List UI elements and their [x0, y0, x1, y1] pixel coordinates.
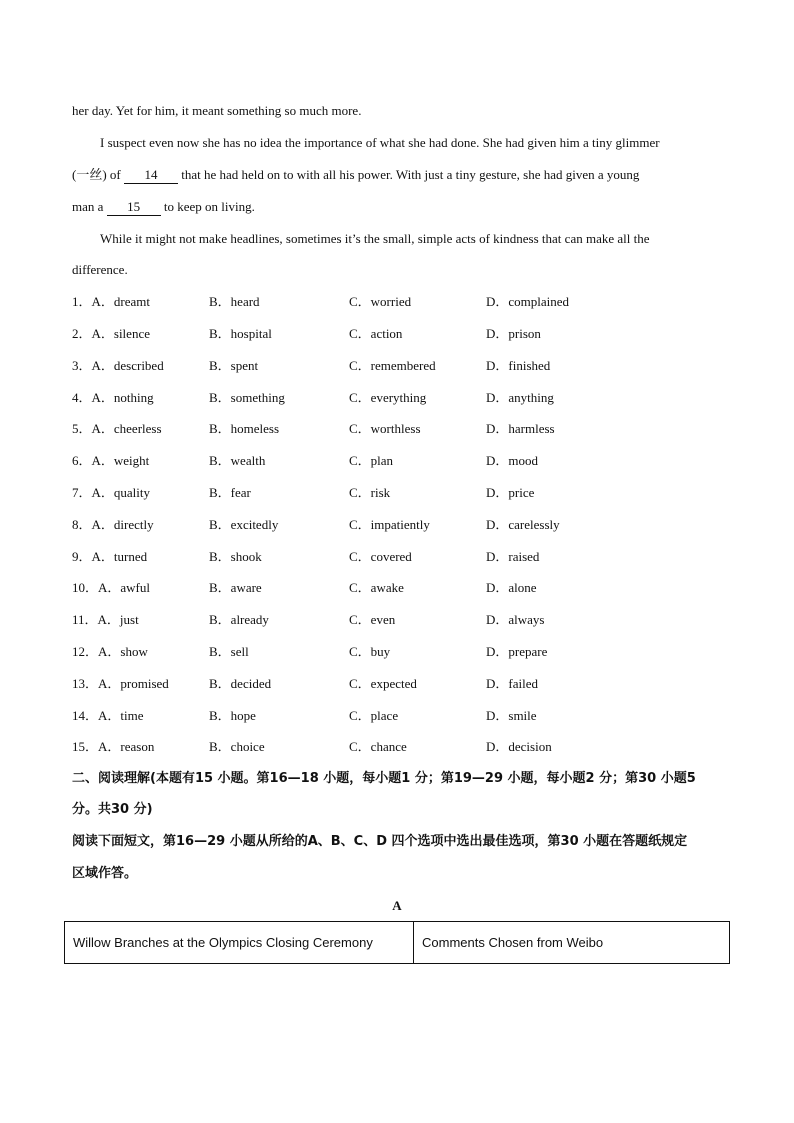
option-d: D．carelessly	[486, 517, 560, 532]
option-d: D．price	[486, 485, 535, 500]
option-d: D．failed	[486, 676, 538, 691]
passage-label: A	[392, 898, 402, 913]
option-b: B．something	[209, 390, 285, 405]
option-d: D．alone	[486, 580, 537, 595]
option-b: B．aware	[209, 580, 262, 595]
option-b: B．spent	[209, 358, 259, 373]
option-c: C．covered	[349, 549, 412, 564]
passage-line: I suspect even now she has no idea the importance of what she had done. She had given him a tiny glimmer	[100, 135, 660, 150]
option-a: 15．A．reason	[72, 739, 155, 754]
option-c: C．chance	[349, 739, 407, 754]
option-b: B．wealth	[209, 453, 266, 468]
option-d: D．prison	[486, 326, 541, 341]
question-row	[72, 421, 732, 437]
option-a: 13．A．promised	[72, 676, 169, 691]
table-row	[65, 922, 730, 964]
table-cell-left: Willow Branches at the Olympics Closing Ceremony	[65, 922, 414, 964]
option-b: B．decided	[209, 676, 272, 691]
section-instructions-cont: 区域作答。	[72, 866, 138, 881]
option-b: B．choice	[209, 739, 265, 754]
option-d: D．always	[486, 612, 545, 627]
option-b: B．hospital	[209, 326, 272, 341]
option-a: 3．A．described	[72, 358, 164, 373]
option-c: C．expected	[349, 676, 417, 691]
option-b: B．hope	[209, 708, 256, 723]
option-c: C．impatiently	[349, 517, 430, 532]
option-d: D．finished	[486, 358, 551, 373]
option-d: D．smile	[486, 708, 537, 723]
option-c: C．remembered	[349, 358, 436, 373]
option-c: C．buy	[349, 644, 391, 659]
option-b: B．fear	[209, 485, 251, 500]
option-b: B．heard	[209, 294, 260, 309]
option-d: D．raised	[486, 549, 540, 564]
passage-text: (一丝) of	[72, 167, 121, 182]
option-d: D．mood	[486, 453, 539, 468]
passage-line: While it might not make headlines, sometimes it’s the small, simple acts of kindness that can make all the	[100, 231, 650, 246]
option-a: 7．A．quality	[72, 485, 150, 500]
option-a: 8．A．directly	[72, 517, 154, 532]
section-heading: 二、阅读理解(本题有15 小题。第16—18 小题，每小题1 分；第19—29 小题，每小题2 分；第30 小题5	[72, 771, 696, 786]
option-a: 2．A．silence	[72, 326, 150, 341]
option-c: C．even	[349, 612, 396, 627]
passage-text: that he had held on to with all his power. With just a tiny gesture, she had given a young	[181, 167, 640, 182]
passage-line	[72, 167, 732, 184]
question-row	[72, 580, 732, 596]
option-b: B．excitedly	[209, 517, 279, 532]
header-table	[64, 921, 730, 964]
blank-14: 14	[124, 167, 178, 184]
option-c: C．risk	[349, 485, 391, 500]
option-c: C．action	[349, 326, 403, 341]
option-a: 4．A．nothing	[72, 390, 154, 405]
question-row	[72, 549, 732, 565]
option-c: C．worried	[349, 294, 412, 309]
question-row	[72, 390, 732, 406]
option-a: 9．A．turned	[72, 549, 148, 564]
section-instructions: 阅读下面短文，第16—29 小题从所给的A、B、C、D 四个选项中选出最佳选项，第30 小题在答题纸规定	[72, 834, 688, 849]
option-a: 5．A．cheerless	[72, 421, 162, 436]
option-a: 1．A．dreamt	[72, 294, 150, 309]
passage-line: difference.	[72, 262, 128, 277]
passage-text: man a	[72, 199, 104, 214]
option-b: B．already	[209, 612, 269, 627]
question-row	[72, 708, 732, 724]
option-d: D．complained	[486, 294, 570, 309]
option-c: C．plan	[349, 453, 394, 468]
option-a: 10．A．awful	[72, 580, 150, 595]
option-d: D．prepare	[486, 644, 548, 659]
question-row	[72, 485, 732, 501]
option-d: D．anything	[486, 390, 554, 405]
question-row	[72, 644, 732, 660]
question-row	[72, 294, 732, 310]
option-d: D．harmless	[486, 421, 555, 436]
question-row	[72, 358, 732, 374]
option-a: 6．A．weight	[72, 453, 150, 468]
option-b: B．homeless	[209, 421, 280, 436]
option-c: C．worthless	[349, 421, 421, 436]
blank-15: 15	[107, 199, 161, 216]
passage-line	[72, 199, 732, 216]
option-d: D．decision	[486, 739, 552, 754]
option-c: C．awake	[349, 580, 404, 595]
question-row	[72, 517, 732, 533]
option-a: 11．A．just	[72, 612, 139, 627]
passage-text: to keep on living.	[163, 199, 255, 214]
option-a: 12．A．show	[72, 644, 148, 659]
question-row	[72, 739, 732, 755]
option-b: B．sell	[209, 644, 249, 659]
question-row	[72, 612, 732, 628]
question-row	[72, 326, 732, 342]
option-c: C．everything	[349, 390, 427, 405]
question-row	[72, 453, 732, 469]
passage-line: her day. Yet for him, it meant something so much more.	[72, 103, 362, 118]
option-a: 14．A．time	[72, 708, 144, 723]
table-cell-right: Comments Chosen from Weibo	[414, 922, 730, 964]
option-b: B．shook	[209, 549, 262, 564]
section-heading-cont: 分。共30 分)	[72, 802, 153, 817]
question-row	[72, 676, 732, 692]
option-c: C．place	[349, 708, 399, 723]
